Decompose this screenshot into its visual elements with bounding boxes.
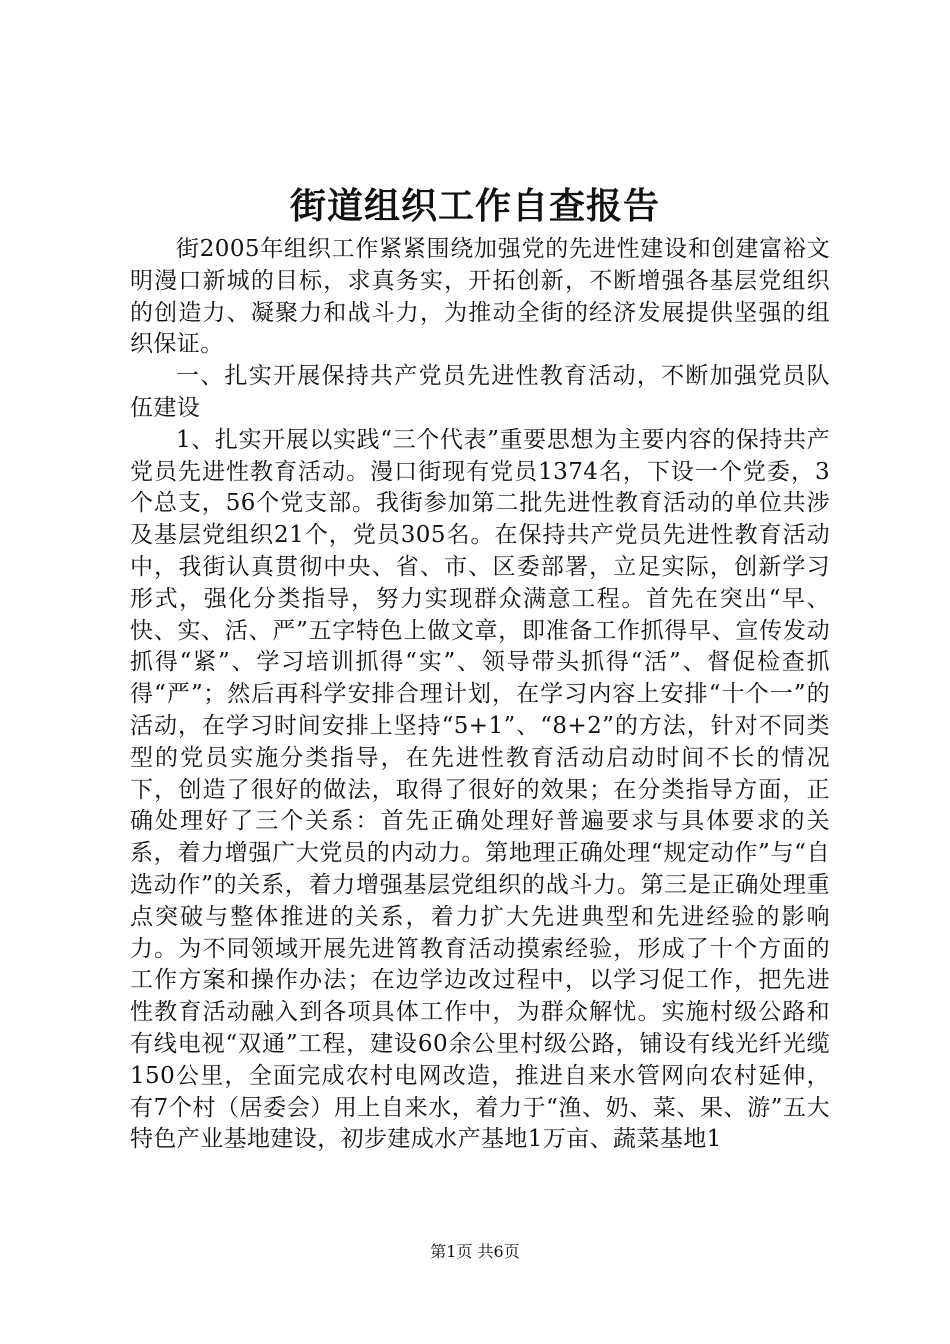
- intro-paragraph: 街2005年组织工作紧紧围绕加强党的先进性建设和创建富裕文明漫口新城的目标，求真务实，开拓创新，不断增强各基层党组织的创造力、凝聚力和战斗力，为推动全街的经济发展提供坚强的组织保证。: [130, 236, 830, 358]
- body-paragraph-1: 1、扎实开展以实践“三个代表”重要思想为主要内容的保持共产党员先进性教育活动。漫口街现有党员1374名，下设一个党委，3个总支，56个党支部。我街参加第二批先进性教育活动的单位共涉及基层党组织21个，党员305名。在保持共产党员先进性教育活动中，我街认真贯彻中央、省、市、区委部署，立足实际，创新学习形式，强化分类指导，努力实现群众满意工程。首先在突出“早、快、实、活、严”五字特色上做文章，即准备工作抓得早、宣传发动抓得“紧”、学习培训抓得“实”、领导带头抓得“活”、督促检查抓得“严”；然后再科学安排合理计划，在学习内容上安排“十个一”的活动，在学习时间安排上坚持“5+1”、“8+2”的方法，针对不同类型的党员实施分类指导，在先进性教育活动启动时间不长的情况下，创造了很好的做法，取得了很好的效果；在分类指导方面，正确处理好了三个关系：首先正确处理好普遍要求与具体要求的关系，着力增强广大党员的内动力。第地理正确处理“规定动作”与“自选动作”的关系，着力增强基层党组织的战斗力。第三是正确处理重点突破与整体推进的关系，着力扩大先进典型和先进经验的影响力。为不同领域开展先进筲教育活动摸索经验，形成了十个方面的工作方案和操作办法；在边学边改过程中，以学习促工作，把先进性教育活动融入到各项具体工作中，为群众解忧。实施村级公路和有线电视“双通”工程，建设60余公里村级公路，铺设有线光纤光缆150公里，全面完成农村电网改造，推进自来水管网向农村延伸，有7个村（居委会）用上自来水，着力于“渔、奶、菜、果、游”五大特色产业基地建设，初步建成水产基地1万亩、蔬菜基地1: [130, 426, 830, 1153]
- document-body: [130, 234, 830, 1156]
- page-number-footer: 第1页 共6页: [430, 1242, 520, 1261]
- section-heading-1: 一、扎实开展保持共产党员先进性教育活动，不断加强党员队伍建设: [130, 363, 830, 421]
- document-title: 街道组织工作自查报告: [289, 186, 660, 227]
